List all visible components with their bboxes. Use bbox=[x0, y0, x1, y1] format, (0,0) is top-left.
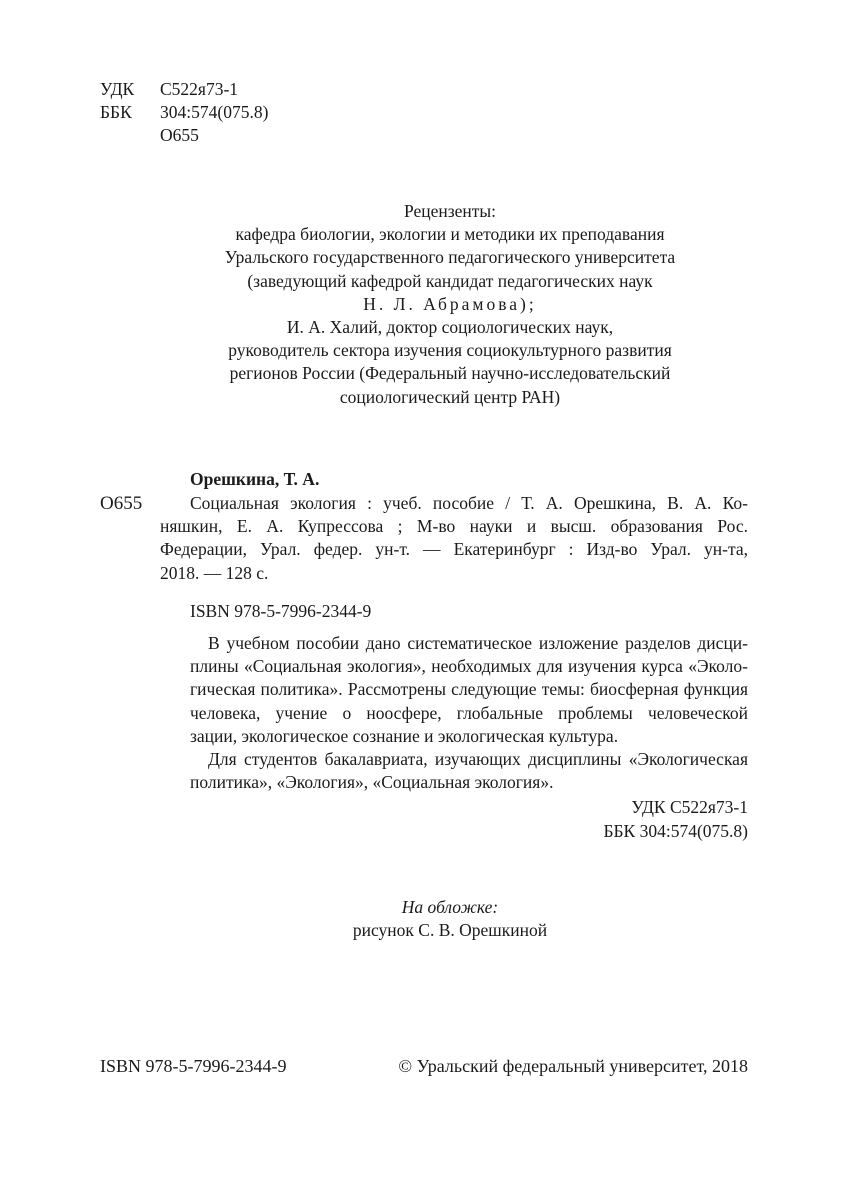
udk-label: УДК bbox=[100, 79, 135, 99]
abstract-bbk: ББК 304:574(075.8) bbox=[603, 820, 748, 841]
cover-text: рисунок С. В. Орешкиной bbox=[352, 920, 548, 941]
abstract-line: плины «Социальная экология», необходимых для изучения курса «Эколо- bbox=[190, 656, 748, 677]
classification-block bbox=[100, 78, 268, 148]
author-code: О655 bbox=[100, 493, 143, 514]
isbn-record: ISBN 978-5-7996-2344-9 bbox=[190, 601, 372, 621]
reviewer-line: Уральского государственного педагогического университета bbox=[224, 247, 676, 268]
abstract-line: В учебном пособии дано систематическое изложение разделов дисци- bbox=[208, 633, 748, 653]
abstract-line: зации, экологическое сознание и экологическая культура. bbox=[190, 725, 619, 746]
footer-isbn: ISBN 978-5-7996-2344-9 bbox=[100, 1056, 287, 1076]
audience-line: Для студентов бакалавриата, изучающих дисциплины «Экологическая bbox=[208, 748, 748, 769]
bbk-label: ББК bbox=[100, 102, 132, 123]
abstract-udk: УДК С522я73-1 bbox=[631, 797, 748, 818]
footer-copyright: © Уральский федеральный университет, 2018 bbox=[398, 1056, 748, 1076]
author-heading bbox=[190, 468, 319, 491]
reviewer-line: руководитель сектора изучения социокультурного развития bbox=[228, 340, 672, 361]
bbk-row bbox=[100, 101, 268, 124]
cover-label: На обложке: bbox=[401, 897, 499, 917]
reviewer-line: регионов России (Федеральный научно-исследовательский bbox=[229, 363, 671, 384]
reviewer-line: кафедра биологии, экологии и методики их преподавания bbox=[235, 224, 665, 245]
bbk-value: 304:574(075.8) bbox=[160, 102, 269, 123]
author-mark-row bbox=[100, 124, 268, 147]
cover-note bbox=[250, 896, 650, 942]
abstract-line: человека, учение о ноосфере, глобальные проблемы человеческой bbox=[190, 702, 748, 723]
audience-line: политика», «Экология», «Социальная экология». bbox=[190, 772, 554, 793]
reviewer-line: социологический центр РАН) bbox=[339, 386, 561, 407]
abstract-line: гическая политика». Рассмотрены следующие темы: биосферная функция bbox=[190, 679, 748, 700]
udk-value: С522я73-1 bbox=[160, 79, 239, 99]
reviewers-heading: Рецензенты: bbox=[403, 201, 497, 221]
bib-line: Социальная экология : учеб. пособие / Т. А. Орешкина, В. А. Ко- bbox=[190, 493, 748, 513]
reviewer-line: И. А. Халий, доктор социологических наук, bbox=[286, 316, 614, 337]
bib-line: 2018. — 128 с. bbox=[160, 562, 269, 583]
author-name: Орешкина, Т. А. bbox=[190, 469, 320, 489]
bib-line: няшкин, Е. А. Купрессова ; М-во науки и высш. образования Рос. bbox=[160, 516, 748, 537]
bibliography-record bbox=[160, 492, 748, 585]
author-mark-value: О655 bbox=[160, 125, 199, 146]
reviewers-block bbox=[150, 200, 750, 409]
udk-row bbox=[100, 78, 268, 101]
abstract-block bbox=[190, 632, 748, 843]
reviewer-line: (заведующий кафедрой кандидат педагогических наук bbox=[247, 270, 653, 291]
bib-line: Федерации, Урал. федер. ун-т. — Екатеринбург : Изд-во Урал. ун-та, bbox=[160, 539, 748, 560]
reviewer-line: Н. Л. Абрамова); bbox=[363, 293, 537, 314]
